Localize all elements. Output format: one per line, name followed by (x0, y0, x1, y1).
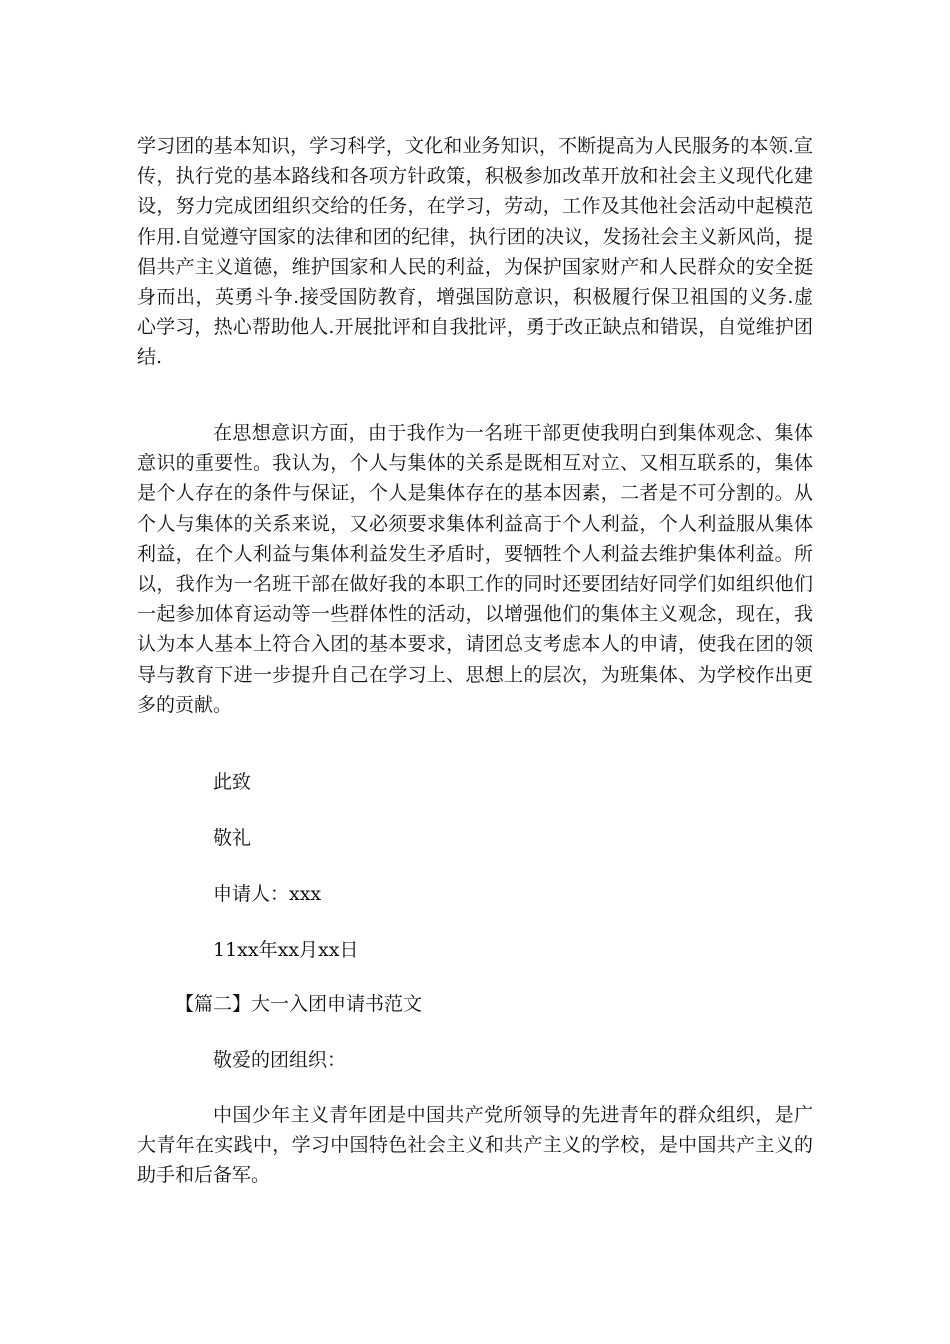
paragraph-ideology: 在思想意识方面，由于我作为一名班干部更使我明白到集体观念、集体意识的重要性。我认为，个人与集体的关系是既相互对立、又相互联系的，集体是个人存在的条件与保证，个人是集体存在的基本因素，二者是不可分割的。从个人与集体的关系来说，又必须要求集体利益高于个人利益，个人利益服从集体利益，在个人利益与集体利益发生矛盾时，要牺牲个人利益去维护集体利益。所以，我作为一名班干部在做好我的本职工作的同时还要团结好同学们如组织他们一起参加体育运动等一些群体性的活动，以增强他们的集体主义观念，现在，我认为本人基本上符合入团的基本要求，请团总支考虑本人的申请，使我在团的领导与教育下进一步提升自己在学习上、思想上的层次，为班集体、为学校作出更多的贡献。 (137, 422, 813, 716)
closing-salutation: 此致 (213, 771, 252, 793)
section-heading: 【篇二】大一入团申请书范文 (175, 993, 423, 1015)
paragraph-league-intro: 中国少年主义青年团是中国共产党所领导的先进青年的群众组织，是广大青年在实践中，学习中国特色社会主义和共产主义的学校，是中国共产主义的助手和后备军。 (137, 1104, 813, 1187)
letter-greeting: 敬爱的团组织： (213, 1049, 347, 1071)
closing-regards: 敬礼 (213, 827, 252, 849)
application-date: 11xx年xx月xx日 (213, 939, 359, 961)
applicant-signature: 申请人：xxx (213, 883, 322, 905)
paragraph-duties: 学习团的基本知识，学习科学，文化和业务知识，不断提高为人民服务的本领.宣传，执行党的基本路线和各项方针政策，积极参加改革开放和社会主义现代化建设，努力完成团组织交给的任务，在学习，劳动，工作及其他社会活动中起模范作用.自觉遵守国家的法律和团的纪律，执行团的决议，发扬社会主义新风尚，提倡共产主义道德，维护国家和人民的利益，为保护国家财产和人民群众的安全挺身而出，英勇斗争.接受国防教育，增强国防意识，积极履行保卫祖国的义务.虚心学习，热心帮助他人.开展批评和自我批评，勇于改正缺点和错误，自觉维护团结. (137, 135, 813, 369)
